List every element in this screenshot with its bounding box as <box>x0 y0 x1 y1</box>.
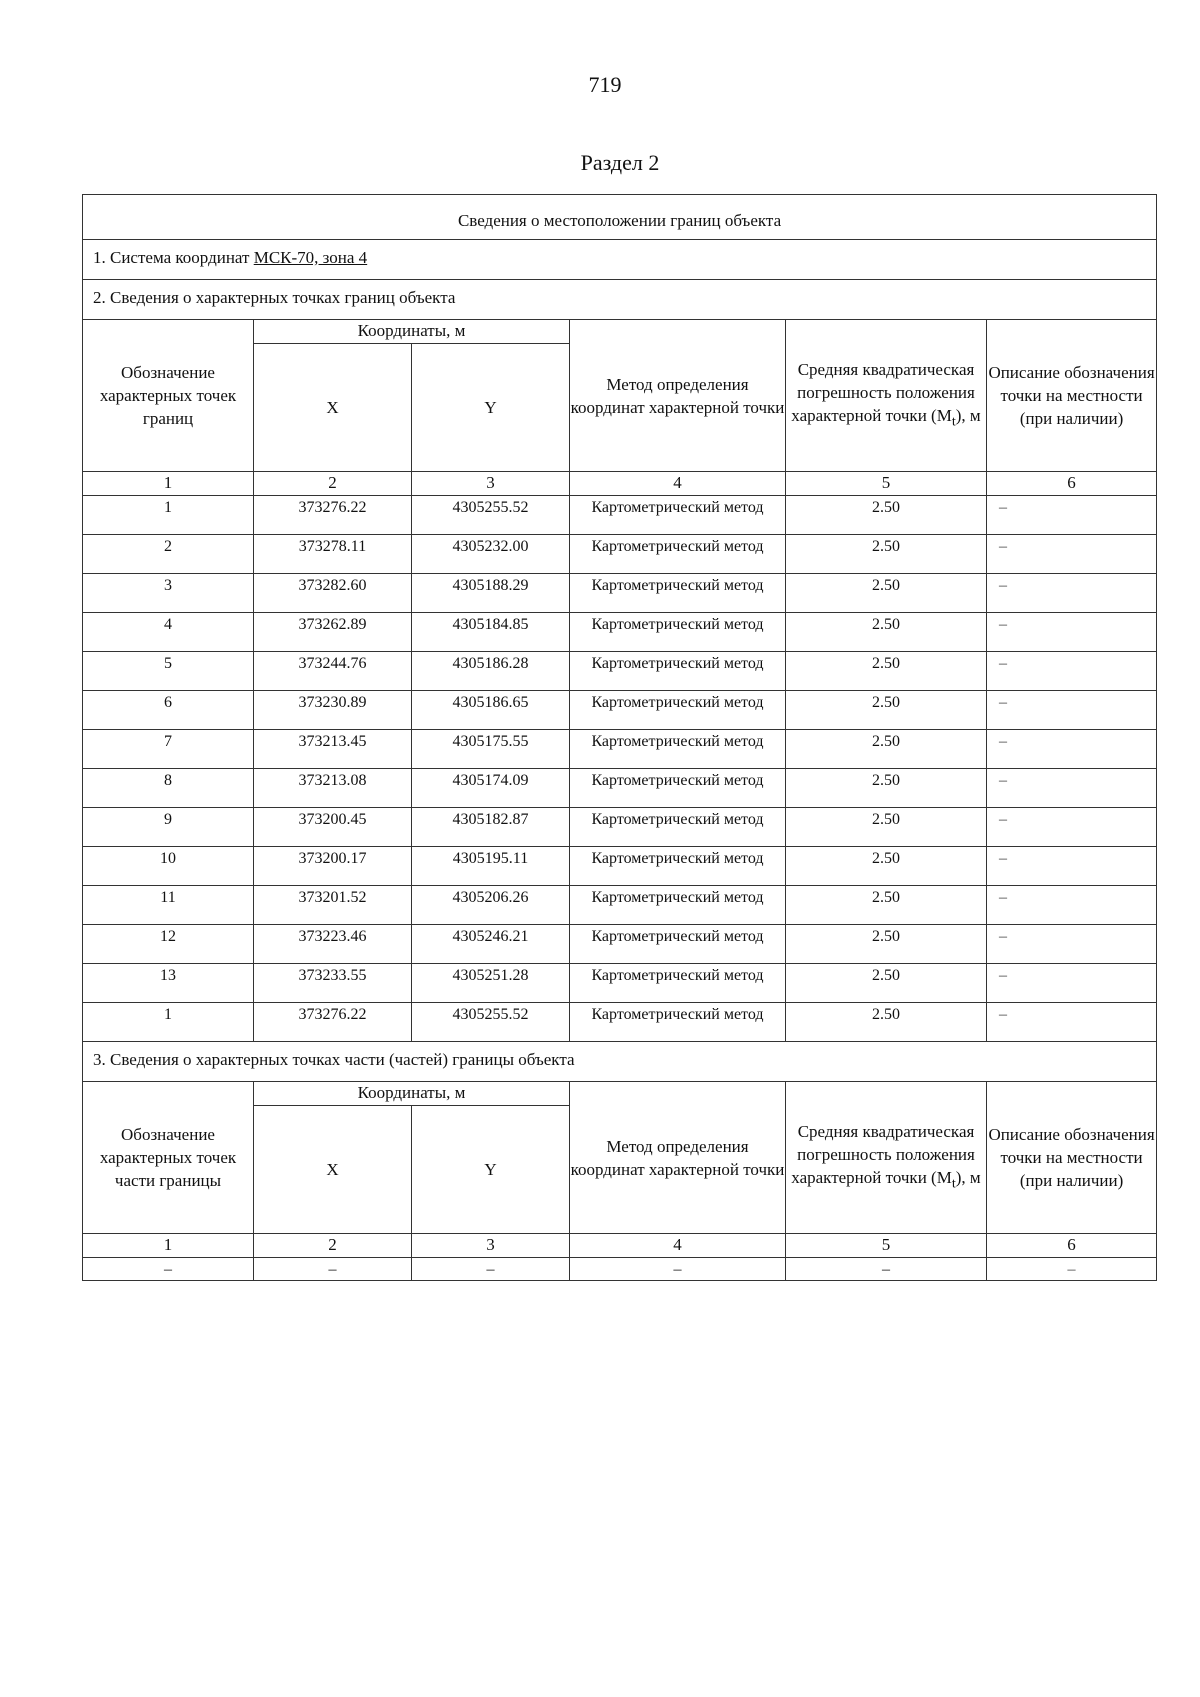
point-cell: 9 <box>83 808 254 847</box>
y-coordinate-cell: 4305174.09 <box>412 769 570 808</box>
point-cell: 1 <box>83 1003 254 1042</box>
error-cell: 2.50 <box>786 496 987 535</box>
coordinate-system-label: 1. Система координат <box>93 248 254 267</box>
description-cell: – <box>987 847 1157 886</box>
error-cell: 2.50 <box>786 1003 987 1042</box>
table-row <box>83 847 1157 886</box>
block3-header-y: Y <box>412 1106 570 1234</box>
x-coordinate-cell: 373233.55 <box>254 964 412 1003</box>
x-coordinate-cell: 373276.22 <box>254 1003 412 1042</box>
block2-header-error-sub: t <box>951 413 956 430</box>
block3-header-error-unit: ), м <box>955 1167 981 1187</box>
block3-header-method: Метод определения координат характерной точки <box>570 1082 786 1234</box>
method-cell: Картометрический метод <box>570 808 786 847</box>
description-cell: – <box>987 1003 1157 1042</box>
method-cell: Картометрический метод <box>570 886 786 925</box>
block3-header-error-text: Средняя квадратическая погрешность положения характерной точки (M <box>791 1121 975 1187</box>
x-coordinate-cell: 373200.17 <box>254 847 412 886</box>
method-cell: Картометрический метод <box>570 691 786 730</box>
point-cell: 12 <box>83 925 254 964</box>
column-number: 6 <box>987 472 1157 496</box>
block3-title: 3. Сведения о характерных точках части (частей) границы объекта <box>83 1042 1157 1082</box>
y-coordinate-cell: 4305175.55 <box>412 730 570 769</box>
description-cell: – <box>987 691 1157 730</box>
column-number: 1 <box>83 1234 254 1258</box>
block3-header-error <box>786 1082 987 1234</box>
x-coordinate-cell: 373223.46 <box>254 925 412 964</box>
method-cell: Картометрический метод <box>570 574 786 613</box>
column-number: 4 <box>570 472 786 496</box>
table-row <box>83 769 1157 808</box>
error-cell: 2.50 <box>786 886 987 925</box>
y-coordinate-cell: – <box>412 1258 570 1281</box>
point-cell: 4 <box>83 613 254 652</box>
method-cell: Картометрический метод <box>570 730 786 769</box>
column-number: 2 <box>254 472 412 496</box>
column-number: 5 <box>786 1234 987 1258</box>
block3-header-point: Обозначение характерных точек части границы <box>83 1082 254 1234</box>
method-cell: Картометрический метод <box>570 925 786 964</box>
block2-header-desc: Описание обозначения точки на местности (при наличии) <box>987 320 1157 472</box>
table-row <box>83 535 1157 574</box>
description-cell: – <box>987 730 1157 769</box>
method-cell: Картометрический метод <box>570 1003 786 1042</box>
method-cell: Картометрический метод <box>570 652 786 691</box>
error-cell: 2.50 <box>786 652 987 691</box>
error-cell: 2.50 <box>786 535 987 574</box>
table-row <box>83 691 1157 730</box>
column-number: 3 <box>412 472 570 496</box>
error-cell: 2.50 <box>786 613 987 652</box>
y-coordinate-cell: 4305246.21 <box>412 925 570 964</box>
point-cell: 6 <box>83 691 254 730</box>
table-row <box>83 1003 1157 1042</box>
table-caption: Сведения о местоположении границ объекта <box>83 195 1157 240</box>
table-row <box>83 964 1157 1003</box>
y-coordinate-cell: 4305232.00 <box>412 535 570 574</box>
column-number: 2 <box>254 1234 412 1258</box>
y-coordinate-cell: 4305186.65 <box>412 691 570 730</box>
x-coordinate-cell: – <box>254 1258 412 1281</box>
description-cell: – <box>987 808 1157 847</box>
block3-header-error-sub: t <box>951 1175 956 1192</box>
table-row <box>83 886 1157 925</box>
y-coordinate-cell: 4305182.87 <box>412 808 570 847</box>
y-coordinate-cell: 4305186.28 <box>412 652 570 691</box>
error-cell: 2.50 <box>786 769 987 808</box>
column-number: 1 <box>83 472 254 496</box>
point-cell: 2 <box>83 535 254 574</box>
block2-header-error <box>786 320 987 472</box>
error-cell: 2.50 <box>786 925 987 964</box>
coordinate-system-value: МСК-70, зона 4 <box>253 248 368 267</box>
x-coordinate-cell: 373276.22 <box>254 496 412 535</box>
description-cell: – <box>987 574 1157 613</box>
y-coordinate-cell: 4305188.29 <box>412 574 570 613</box>
x-coordinate-cell: 373262.89 <box>254 613 412 652</box>
block2-header-error-unit: ), м <box>955 405 981 425</box>
block2-header-method: Метод определения координат характерной точки <box>570 320 786 472</box>
block3-header-desc: Описание обозначения точки на местности (при наличии) <box>987 1082 1157 1234</box>
table-row <box>83 652 1157 691</box>
x-coordinate-cell: 373282.60 <box>254 574 412 613</box>
x-coordinate-cell: 373200.45 <box>254 808 412 847</box>
page-number: 719 <box>588 72 622 97</box>
column-number: 6 <box>987 1234 1157 1258</box>
x-coordinate-cell: 373230.89 <box>254 691 412 730</box>
section-title: Раздел 2 <box>580 150 660 175</box>
point-cell: 3 <box>83 574 254 613</box>
error-cell: 2.50 <box>786 574 987 613</box>
error-cell: 2.50 <box>786 730 987 769</box>
method-cell: Картометрический метод <box>570 496 786 535</box>
block3-column-numbers <box>83 1234 1157 1258</box>
y-coordinate-cell: 4305184.85 <box>412 613 570 652</box>
error-cell: 2.50 <box>786 691 987 730</box>
column-number: 5 <box>786 472 987 496</box>
description-cell: – <box>987 769 1157 808</box>
description-cell: – <box>987 652 1157 691</box>
x-coordinate-cell: 373213.45 <box>254 730 412 769</box>
point-cell: 8 <box>83 769 254 808</box>
block2-column-numbers <box>83 472 1157 496</box>
table-row <box>83 808 1157 847</box>
description-cell: – <box>987 613 1157 652</box>
point-cell: 10 <box>83 847 254 886</box>
table-row <box>83 730 1157 769</box>
block2-header-error-text: Средняя квадратическая погрешность положения характерной точки (M <box>791 359 975 425</box>
block2-title: 2. Сведения о характерных точках границ объекта <box>83 280 1157 320</box>
method-cell: – <box>570 1258 786 1281</box>
table-row <box>83 574 1157 613</box>
y-coordinate-cell: 4305195.11 <box>412 847 570 886</box>
table-row <box>83 613 1157 652</box>
block2-header-coords: Координаты, м <box>254 320 570 344</box>
x-coordinate-cell: 373201.52 <box>254 886 412 925</box>
table-row <box>83 1258 1157 1281</box>
error-cell: 2.50 <box>786 847 987 886</box>
method-cell: Картометрический метод <box>570 613 786 652</box>
method-cell: Картометрический метод <box>570 535 786 574</box>
y-coordinate-cell: 4305255.52 <box>412 1003 570 1042</box>
table-row <box>83 925 1157 964</box>
boundary-table <box>82 194 1157 1281</box>
block3-header-x: X <box>254 1106 412 1234</box>
x-coordinate-cell: 373278.11 <box>254 535 412 574</box>
block2-header-point: Обозначение характерных точек границ <box>83 320 254 472</box>
point-cell: 7 <box>83 730 254 769</box>
point-cell: 13 <box>83 964 254 1003</box>
method-cell: Картометрический метод <box>570 964 786 1003</box>
error-cell: 2.50 <box>786 964 987 1003</box>
y-coordinate-cell: 4305255.52 <box>412 496 570 535</box>
y-coordinate-cell: 4305206.26 <box>412 886 570 925</box>
x-coordinate-cell: 373213.08 <box>254 769 412 808</box>
description-cell: – <box>987 925 1157 964</box>
method-cell: Картометрический метод <box>570 847 786 886</box>
column-number: 3 <box>412 1234 570 1258</box>
error-cell: – <box>786 1258 987 1281</box>
description-cell: – <box>987 496 1157 535</box>
block2-header-x: X <box>254 344 412 472</box>
column-number: 4 <box>570 1234 786 1258</box>
description-cell: – <box>987 886 1157 925</box>
error-cell: 2.50 <box>786 808 987 847</box>
point-cell: 5 <box>83 652 254 691</box>
point-cell: – <box>83 1258 254 1281</box>
description-cell: – <box>987 535 1157 574</box>
method-cell: Картометрический метод <box>570 769 786 808</box>
description-cell: – <box>987 964 1157 1003</box>
block2-header-y: Y <box>412 344 570 472</box>
x-coordinate-cell: 373244.76 <box>254 652 412 691</box>
point-cell: 11 <box>83 886 254 925</box>
coordinate-system-row <box>83 240 1157 280</box>
table-row <box>83 496 1157 535</box>
point-cell: 1 <box>83 496 254 535</box>
y-coordinate-cell: 4305251.28 <box>412 964 570 1003</box>
block3-header-coords: Координаты, м <box>254 1082 570 1106</box>
description-cell: – <box>987 1258 1157 1281</box>
